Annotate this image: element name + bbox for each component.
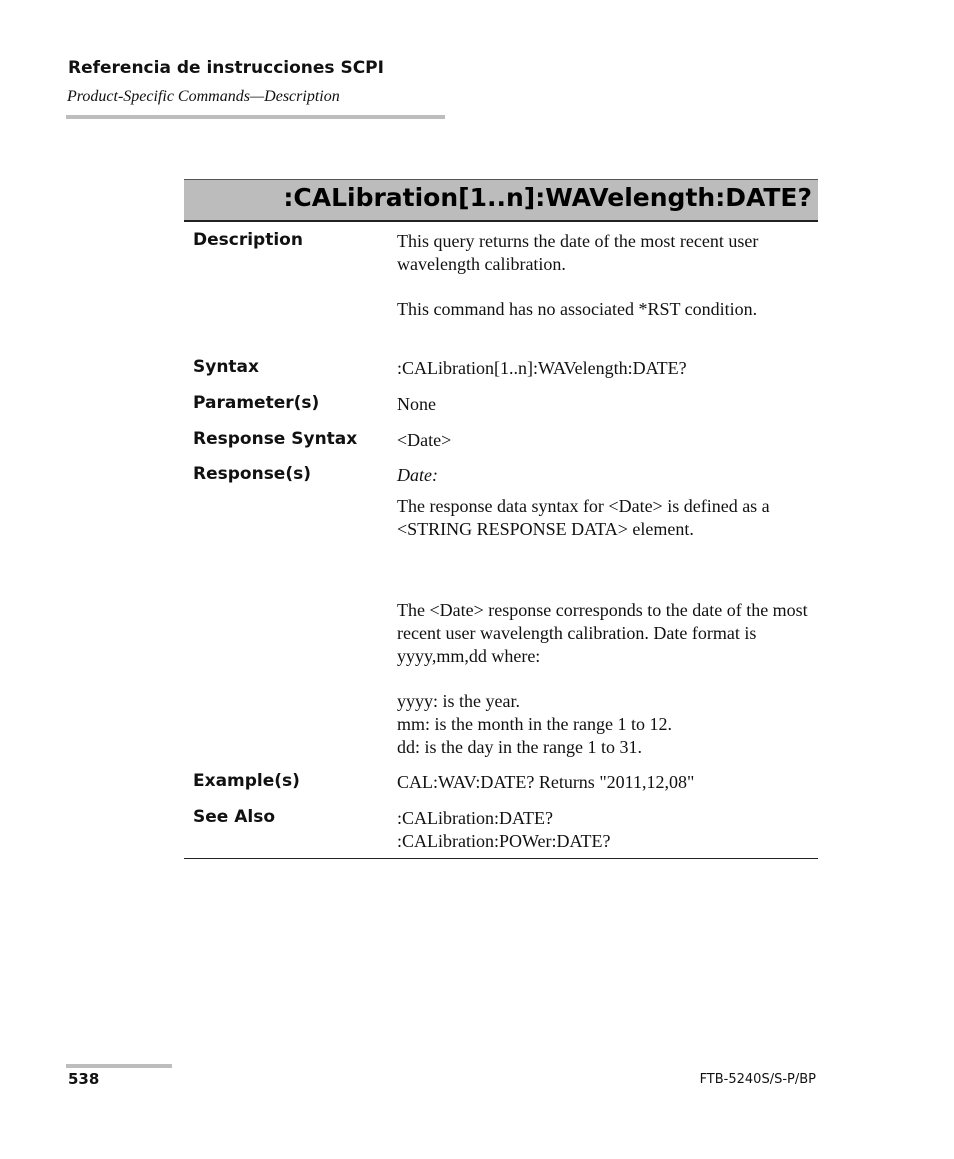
running-header-subtitle: Product-Specific Commands—Description: [67, 88, 340, 105]
description-label: Description: [193, 230, 303, 250]
table-end-rule: [184, 858, 818, 859]
description-text-2: This command has no associated *RST condition.: [397, 299, 758, 319]
description-value: [397, 230, 817, 321]
examples-label: Example(s): [193, 771, 300, 791]
syntax-label: Syntax: [193, 357, 259, 377]
command-title: :CALibration[1..n]:WAVelength:DATE?: [283, 183, 812, 212]
see-also-link-2: :CALibration:POWer:DATE?: [397, 831, 611, 851]
syntax-value: :CALibration[1..n]:WAVelength:DATE?: [397, 358, 687, 378]
running-header-title: Referencia de instrucciones SCPI: [68, 58, 384, 78]
product-name: FTB-5240S/S-P/BP: [699, 1072, 816, 1087]
description-text-1: This query returns the date of the most recent user wavelength calibration.: [397, 231, 759, 274]
examples-value: CAL:WAV:DATE? Returns "2011,12,08": [397, 772, 695, 792]
header-rule: [66, 115, 445, 119]
see-also-label: See Also: [193, 807, 276, 827]
responses-value: [397, 464, 817, 759]
response-syntax-value: <Date>: [397, 430, 452, 450]
see-also-value: [397, 807, 817, 853]
see-also-link-1: :CALibration:DATE?: [397, 808, 553, 828]
page-number: 538: [68, 1070, 100, 1088]
response-name: Date:: [397, 465, 438, 485]
response-text-1: The response data syntax for <Date> is defined as a <STRING RESPONSE DATA> element.: [397, 496, 770, 539]
response-format-year: yyyy: is the year.: [397, 691, 520, 711]
response-format-day: dd: is the day in the range 1 to 31.: [397, 737, 642, 757]
command-title-bar: [184, 179, 818, 222]
response-text-2: The <Date> response corresponds to the date of the most recent user wavelength calibration. Date format is yyyy,mm,dd where:: [397, 600, 808, 666]
parameters-label: Parameter(s): [193, 393, 320, 413]
responses-label: Response(s): [193, 464, 311, 484]
footer-rule: [66, 1064, 172, 1068]
parameters-value: None: [397, 394, 436, 414]
response-syntax-label: Response Syntax: [193, 429, 358, 449]
response-format-month: mm: is the month in the range 1 to 12.: [397, 714, 672, 734]
